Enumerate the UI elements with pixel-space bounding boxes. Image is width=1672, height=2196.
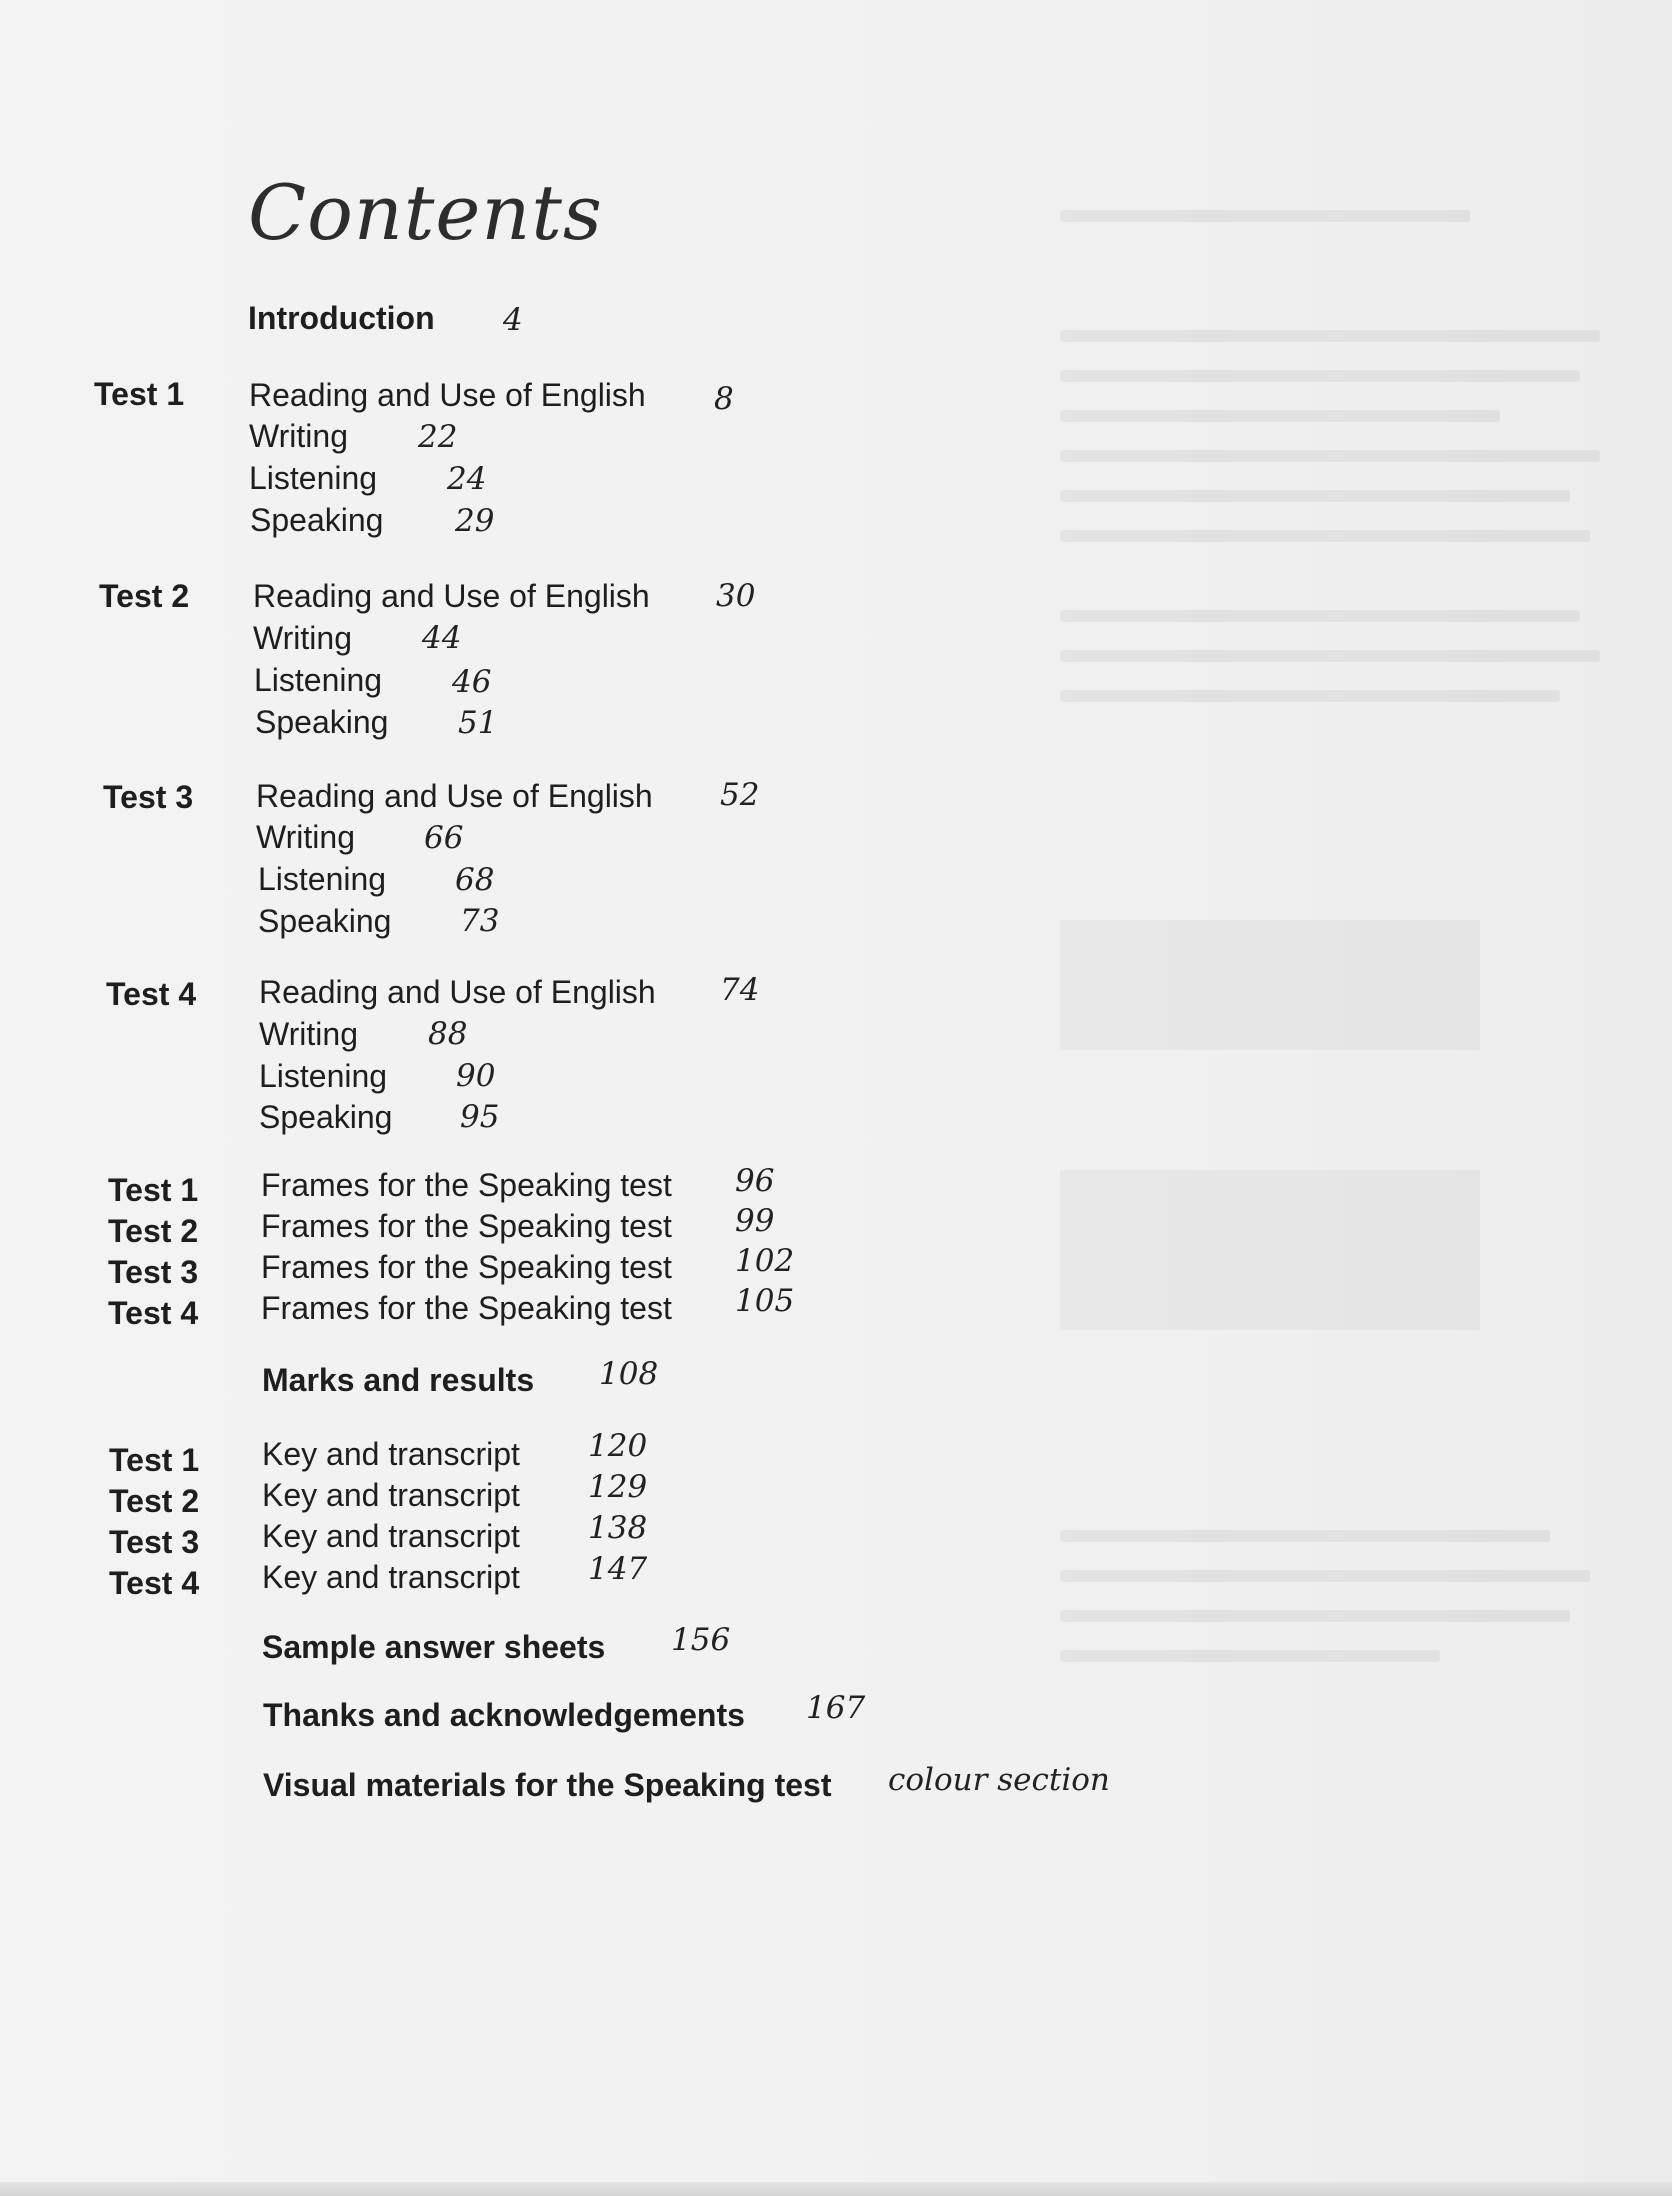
test-2-writing-page: 44 <box>422 620 462 656</box>
visual-materials-page: colour section <box>888 1762 1110 1798</box>
test-3-reading-label: Reading and Use of English <box>256 778 653 814</box>
introduction-page: 4 <box>503 302 523 338</box>
test-2-reading-label: Reading and Use of English <box>253 578 650 614</box>
frames-test-3-page: 102 <box>735 1243 795 1279</box>
frames-test-1-label: Test 1 <box>108 1172 199 1208</box>
frames-test-4-title: Frames for the Speaking test <box>261 1290 672 1326</box>
sample-answer-sheets-label: Sample answer sheets <box>262 1629 606 1665</box>
test-4-speaking-page: 95 <box>460 1099 500 1135</box>
test-1-reading-page: 8 <box>714 381 734 417</box>
test-3-speaking-page: 73 <box>460 903 500 939</box>
test-1-label: Test 1 <box>94 376 185 412</box>
marks-results-page: 108 <box>599 1356 659 1392</box>
test-1-listening-page: 24 <box>447 461 487 497</box>
key-test-4-label: Test 4 <box>109 1565 200 1601</box>
test-1-reading-label: Reading and Use of English <box>249 377 646 413</box>
test-4-speaking-label: Speaking <box>259 1099 393 1135</box>
test-1-writing-page: 22 <box>418 419 458 455</box>
test-4-writing-page: 88 <box>428 1016 468 1052</box>
test-2-listening-label: Listening <box>254 662 383 698</box>
thanks-acknowledgements-label: Thanks and acknowledgements <box>263 1697 745 1733</box>
key-test-2-title: Key and transcript <box>262 1477 520 1513</box>
test-1-writing-label: Writing <box>249 418 348 454</box>
frames-test-3-label: Test 3 <box>108 1254 199 1290</box>
marks-results-label: Marks and results <box>262 1362 535 1398</box>
page-bottom-edge <box>0 2182 1672 2196</box>
key-test-2-label: Test 2 <box>109 1483 200 1519</box>
test-4-reading-label: Reading and Use of English <box>259 974 656 1010</box>
key-test-1-label: Test 1 <box>109 1442 200 1478</box>
test-2-reading-page: 30 <box>716 578 756 614</box>
test-3-listening-label: Listening <box>258 861 387 897</box>
key-test-3-label: Test 3 <box>109 1524 200 1560</box>
key-test-3-title: Key and transcript <box>262 1518 520 1554</box>
test-3-label: Test 3 <box>103 779 194 815</box>
test-4-listening-page: 90 <box>456 1058 496 1094</box>
test-3-speaking-label: Speaking <box>258 903 392 939</box>
test-2-speaking-page: 51 <box>458 705 498 741</box>
frames-test-3-title: Frames for the Speaking test <box>261 1249 672 1285</box>
test-2-label: Test 2 <box>99 578 190 614</box>
test-2-writing-label: Writing <box>253 620 352 656</box>
key-test-1-title: Key and transcript <box>262 1436 520 1472</box>
test-1-listening-label: Listening <box>249 460 378 496</box>
test-1-speaking-page: 29 <box>455 503 495 539</box>
test-4-writing-label: Writing <box>259 1016 358 1052</box>
key-test-4-page: 147 <box>588 1551 648 1587</box>
sample-answer-sheets-page: 156 <box>671 1622 731 1658</box>
test-2-listening-page: 46 <box>452 664 492 700</box>
test-3-reading-page: 52 <box>720 777 760 813</box>
frames-test-4-label: Test 4 <box>108 1295 199 1331</box>
frames-test-1-page: 96 <box>735 1163 775 1199</box>
introduction-label: Introduction <box>248 300 435 336</box>
frames-test-4-page: 105 <box>735 1283 795 1319</box>
key-test-3-page: 138 <box>588 1510 648 1546</box>
visual-materials-label: Visual materials for the Speaking test <box>263 1767 832 1803</box>
thanks-acknowledgements-page: 167 <box>806 1690 866 1726</box>
frames-test-2-page: 99 <box>735 1203 775 1239</box>
reverse-page-show-through <box>1060 210 1640 1810</box>
key-test-2-page: 129 <box>588 1469 648 1505</box>
test-4-reading-page: 74 <box>720 972 760 1008</box>
test-4-label: Test 4 <box>106 976 197 1012</box>
frames-test-2-title: Frames for the Speaking test <box>261 1208 672 1244</box>
test-4-listening-label: Listening <box>259 1058 388 1094</box>
frames-test-1-title: Frames for the Speaking test <box>261 1167 672 1203</box>
test-3-writing-page: 66 <box>424 820 464 856</box>
frames-test-2-label: Test 2 <box>108 1213 199 1249</box>
test-1-speaking-label: Speaking <box>250 502 384 538</box>
key-test-4-title: Key and transcript <box>262 1559 520 1595</box>
test-3-listening-page: 68 <box>455 862 495 898</box>
page-title: Contents <box>248 168 603 257</box>
key-test-1-page: 120 <box>588 1428 648 1464</box>
test-2-speaking-label: Speaking <box>255 704 389 740</box>
test-3-writing-label: Writing <box>256 819 355 855</box>
